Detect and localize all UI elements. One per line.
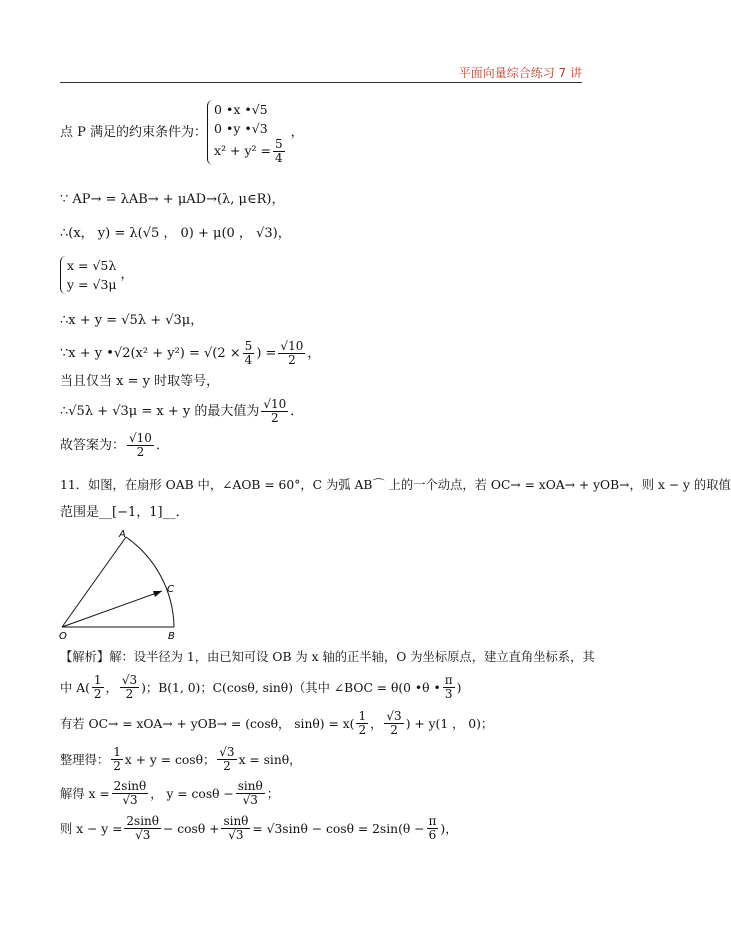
solution-vector-line (60, 710, 493, 737)
fraction-denominator: 2 (93, 687, 102, 701)
coordinate-line: ∴(x， y) = λ(√5 ， 0) + μ(0 ， √3)， (60, 226, 291, 241)
vector-text-b: ， (370, 716, 383, 731)
sector-diagram (56, 528, 186, 640)
inequality-line (60, 340, 320, 367)
fraction-denominator: 2 (390, 723, 398, 737)
fraction-denominator: 2 (288, 353, 296, 367)
fraction-numerator: 5 (244, 339, 253, 353)
xy-system-line (60, 256, 134, 294)
answer-line (60, 432, 169, 459)
fraction (112, 780, 149, 807)
fraction (278, 340, 305, 367)
fraction (236, 780, 265, 807)
constraint-tail: ， (290, 124, 304, 140)
fraction-denominator: √3 (135, 828, 151, 842)
fraction-denominator: √3 (242, 793, 258, 807)
fraction (92, 674, 104, 701)
inequality-left: ∵x + y •√2(x² + y²) = √(2 × (60, 345, 241, 361)
fraction (384, 710, 403, 737)
fraction (427, 815, 439, 842)
arc-ab (126, 537, 174, 627)
fraction (273, 138, 285, 165)
solution-result-line (60, 815, 458, 842)
fraction-numerator: √10 (263, 397, 287, 411)
fraction (356, 710, 368, 737)
solution-solve-line (60, 780, 279, 807)
solve-text-c: ； (266, 786, 280, 801)
xy-system (60, 256, 117, 294)
max-value-line (60, 398, 303, 425)
fraction-denominator: √3 (122, 793, 138, 807)
solution-simplify-line (60, 746, 301, 773)
label-b: B (168, 631, 175, 642)
fraction-numerator: 2sinθ (113, 779, 147, 793)
answer-label: 故答案为： (60, 437, 126, 453)
fraction-denominator: 4 (244, 353, 253, 367)
equality-condition-line: 当且仅当 x = y 时取等号， (60, 374, 220, 389)
label-o: O (59, 631, 67, 642)
constraint-line (60, 100, 304, 165)
constraint-row-3-left: x² + y² = (214, 143, 272, 158)
vector-oc-arrowhead (153, 591, 162, 597)
points-text-d: ) (456, 680, 462, 695)
vector-oc (62, 591, 162, 627)
vector-text-c: ) + y(1 ， 0)； (405, 716, 494, 731)
fraction-numerator: π (444, 673, 453, 687)
fraction-denominator: 2 (125, 687, 134, 701)
inequality-tail: ， (307, 345, 321, 361)
fraction-numerator: 1 (93, 673, 102, 687)
xy-system-tail: ， (120, 267, 134, 282)
page-header-title: 平面向量综合练习 7 讲 (458, 66, 582, 80)
fraction-numerator: √10 (129, 431, 152, 445)
fraction-denominator: 2 (271, 411, 279, 425)
simplify-text-a: 整理得： (60, 752, 110, 767)
fraction-denominator: 6 (428, 828, 437, 842)
fraction-numerator: sinθ (237, 779, 263, 793)
fraction-denominator: 3 (444, 687, 453, 701)
fraction (217, 746, 236, 773)
fraction-denominator: 4 (275, 151, 283, 165)
simplify-text-b: x + y = cosθ； (124, 752, 216, 767)
constraint-row-1: 0 •x •√5 (214, 102, 268, 117)
solve-text-b: ， y = cosθ − (150, 786, 234, 801)
solve-text-a: 解得 x = (60, 786, 110, 801)
fraction-numerator: 1 (113, 745, 121, 759)
fraction (124, 815, 161, 842)
fraction-numerator: √3 (386, 709, 402, 723)
question-11-line-1: 11．如图，在扇形 OAB 中，∠AOB = 60°，C 为弧 AB⌒ 上的一个动点，若 OC→ = xOA→ + yOB→，则 x − y 的取值 (60, 478, 731, 492)
result-text-d: )， (440, 821, 458, 836)
fraction-numerator: √10 (280, 339, 304, 353)
vector-text-a: 有若 OC→ = xOA→ + yOB→ = (cosθ， sinθ) = x( (60, 716, 355, 731)
constraint-system (207, 100, 287, 165)
points-text-c: )；B(1, 0)；C(cosθ, sinθ)（其中 ∠BOC = θ(0 •θ • (141, 680, 441, 695)
fraction (243, 340, 255, 367)
fraction (261, 398, 288, 425)
header-rule (60, 82, 582, 83)
constraint-row-2: 0 •y •√3 (214, 121, 268, 136)
xy-row-2: y = √3μ (67, 277, 117, 292)
result-text-b: − cosθ + (163, 821, 220, 836)
fraction-numerator: 5 (275, 137, 283, 151)
label-a: A (119, 529, 126, 540)
fraction-numerator: π (428, 814, 437, 828)
max-value-text: ∴√5λ + √3μ = x + y 的最大值为 (60, 403, 260, 419)
fraction-numerator: 2sinθ (126, 814, 160, 828)
vector-equation-line: ∵ AP→ = λAB→ + μAD→(λ, μ∈R)， (60, 192, 285, 207)
fraction-denominator: 2 (113, 759, 121, 773)
fraction (127, 432, 154, 459)
simplify-text-c: x = sinθ， (238, 752, 302, 767)
segment-oa (62, 537, 126, 627)
result-text-a: 则 x − y = (60, 821, 123, 836)
solution-points-line (60, 674, 461, 701)
answer-tail: ． (155, 437, 169, 453)
fraction-numerator: √3 (219, 745, 235, 759)
question-11-line-2: 范围是__[−1，1]__． (60, 505, 189, 520)
fraction (221, 815, 250, 842)
fraction-denominator: 2 (136, 445, 145, 459)
inequality-mid: ) = (256, 345, 277, 361)
fraction-denominator: 2 (358, 723, 367, 737)
fraction-numerator: √3 (121, 673, 138, 687)
max-value-tail: ． (290, 403, 304, 419)
constraint-row-3 (214, 138, 287, 165)
xy-row-1: x = √5λ (67, 258, 117, 273)
points-text-b: ， (105, 680, 118, 695)
label-c: C (167, 584, 174, 595)
fraction (120, 674, 139, 701)
sum-line: ∴x + y = √5λ + √3μ， (60, 313, 204, 328)
fraction-denominator: √3 (228, 828, 244, 842)
fraction (111, 746, 123, 773)
fraction-numerator: 1 (358, 709, 367, 723)
fraction-denominator: 2 (223, 759, 231, 773)
points-text-a: 中 A( (60, 680, 90, 695)
constraint-label: 点 P 满足的约束条件为： (60, 124, 208, 140)
result-text-c: = √3sinθ − cosθ = 2sin(θ − (252, 821, 425, 836)
solution-intro: 【解析】解：设半径为 1，由已知可设 OB 为 x 轴的正半轴，O 为坐标原点，建立直角坐标系，其 (60, 650, 595, 664)
fraction-numerator: sinθ (223, 814, 249, 828)
fraction (443, 674, 455, 701)
